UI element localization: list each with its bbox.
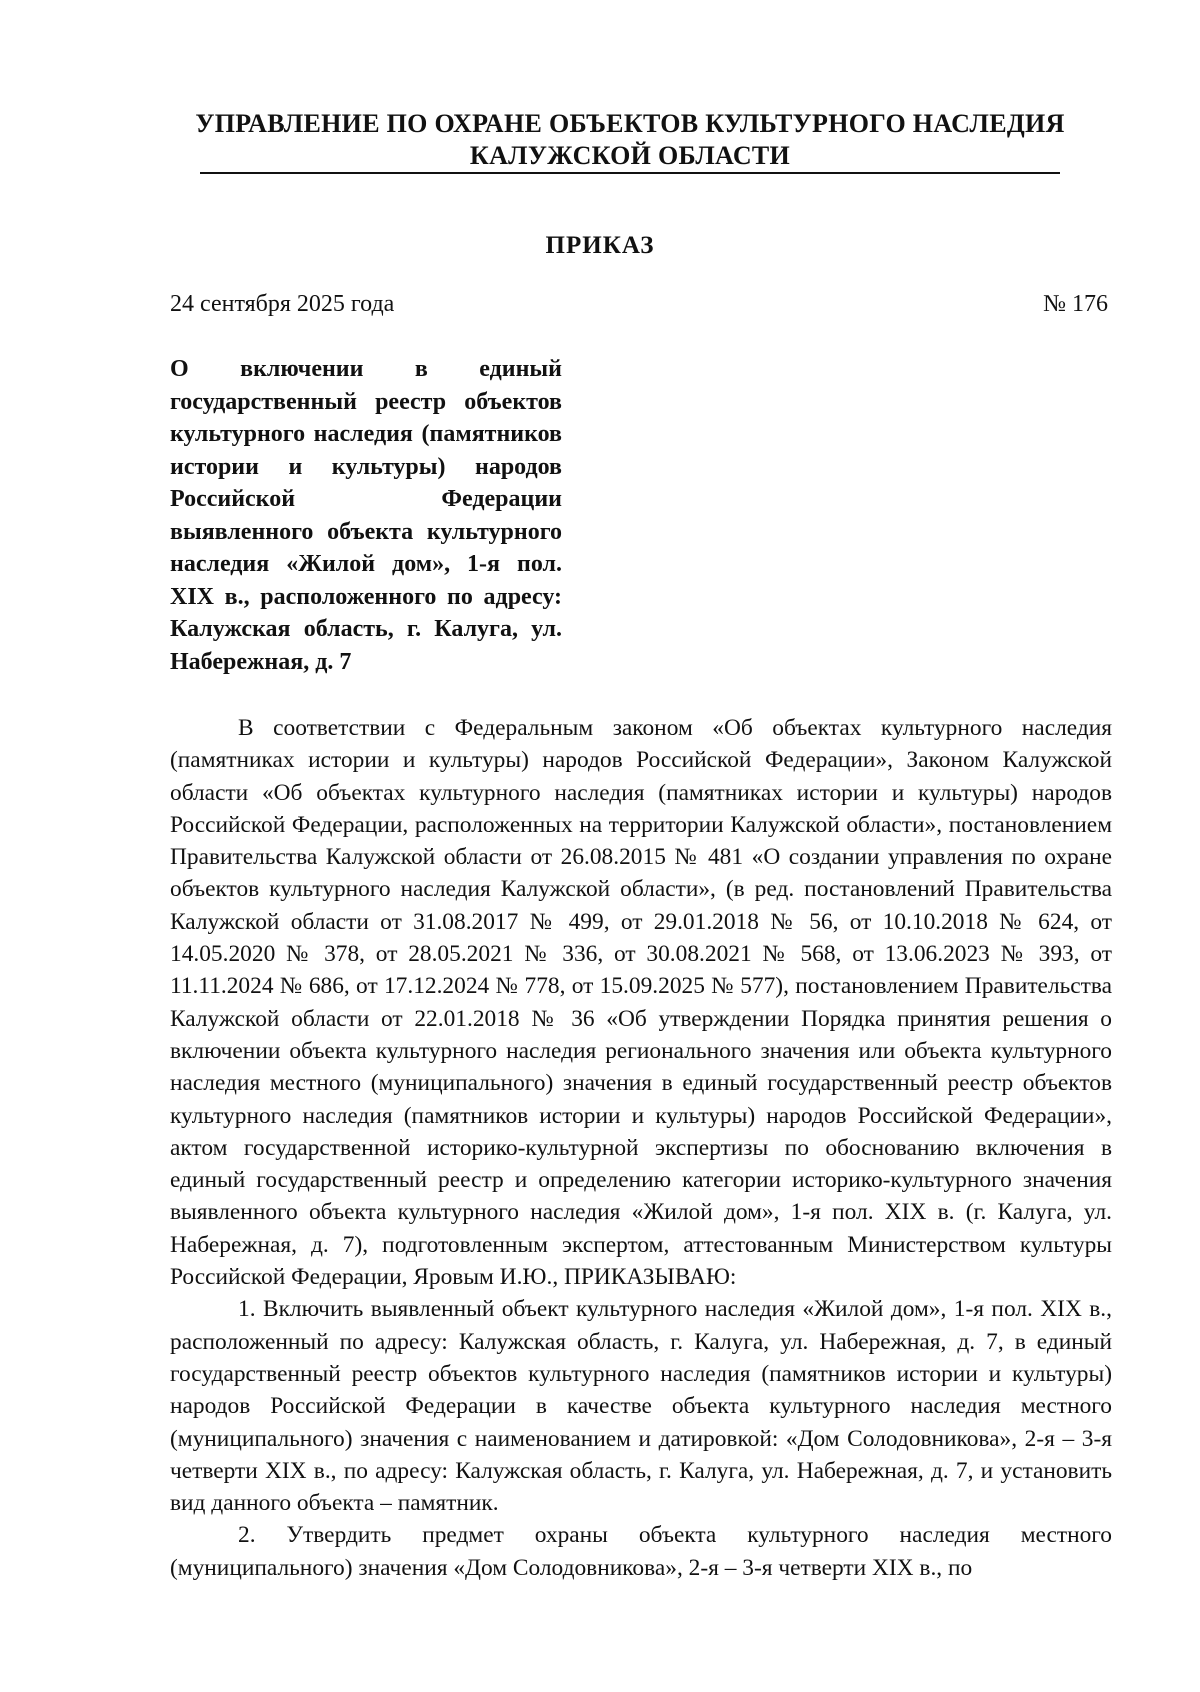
- document-title: ПРИКАЗ: [545, 232, 655, 259]
- document-date: 24 сентября 2025 года: [170, 291, 395, 317]
- organization-name-line2: КАЛУЖСКОЙ ОБЛАСТИ: [200, 140, 1060, 174]
- order-item-1: 1. Включить выявленный объект культурного наследия «Жилой дом», 1-я пол. XIX в., расположенный по адресу: Калужская область, г. Калуга, ул. Набережная, д. 7, в единый государственный реестр объектов культурного наследия (памятников истории и культуры) народов Российской Федерации в качестве объекта культурного наследия местного (муниципального) значения с наименованием и датировкой: «Дом Солодовникова», 2-я – 3-я четверти XIX в., по адресу: Калужская область, г. Калуга, ул. Набережная, д. 7, и установить вид данного объекта – памятник.: [170, 1296, 1112, 1517]
- organization-name-line1: УПРАВЛЕНИЕ ПО ОХРАНЕ ОБЪЕКТОВ КУЛЬТУРНОГО НАСЛЕДИЯ: [195, 109, 1065, 138]
- organization-header: [170, 108, 1090, 174]
- document-subject: О включении в единый государственный реестр объектов культурного наследия (памятников истории и культуры) народов Российской Федерации выявленного объекта культурного наследия «Жилой дом», 1-я пол. XIX в., расположенного по адресу: Калужская область, г. Калуга, ул. Набережная, д. 7: [170, 356, 562, 675]
- preamble-paragraph: В соответствии с Федеральным законом «Об объектах культурного наследия (памятниках истории и культуры) народов Российской Федерации», Законом Калужской области «Об объектах культурного наследия (памятниках истории и культуры) народов Российской Федерации, расположенных на территории Калужской области», постановлением Правительства Калужской области от 26.08.2015 № 481 «О создании управления по охране объектов культурного наследия Калужской области», (в ред. постановлений Правительства Калужской области от 31.08.2017 № 499, от 29.01.2018 № 56, от 10.10.2018 № 624, от 14.05.2020 № 378, от 28.05.2021 № 336, от 30.08.2021 № 568, от 13.06.2023 № 393, от 11.11.2024 № 686, от 17.12.2024 № 778, от 15.09.2025 № 577), постановлением Правительства Калужской области от 22.01.2018 № 36 «Об утверждении Порядка принятия решения о включении объекта культурного наследия регионального значения или объекта культурного наследия местного (муниципального) значения в единый государственный реестр объектов культурного наследия (памятников истории и культуры) народов Российской Федерации», актом государственной историко-культурной экспертизы по обоснованию включения в единый государственный реестр и определению категории историко-культурного значения выявленного объекта культурного наследия «Жилой дом», 1-я пол. XIX в. (г. Калуга, ул. Набережная, д. 7), подготовленным экспертом, аттестованным Министерством культуры Российской Федерации, Яровым И.Ю., ПРИКАЗЫВАЮ:: [170, 715, 1112, 1291]
- document-body: [170, 712, 1112, 1584]
- order-item-2: 2. Утвердить предмет охраны объекта культурного наследия местного (муниципального) значения «Дом Солодовникова», 2-я – 3-я четверти XIX в., по: [170, 1522, 1112, 1581]
- document-number: № 176: [1043, 291, 1108, 317]
